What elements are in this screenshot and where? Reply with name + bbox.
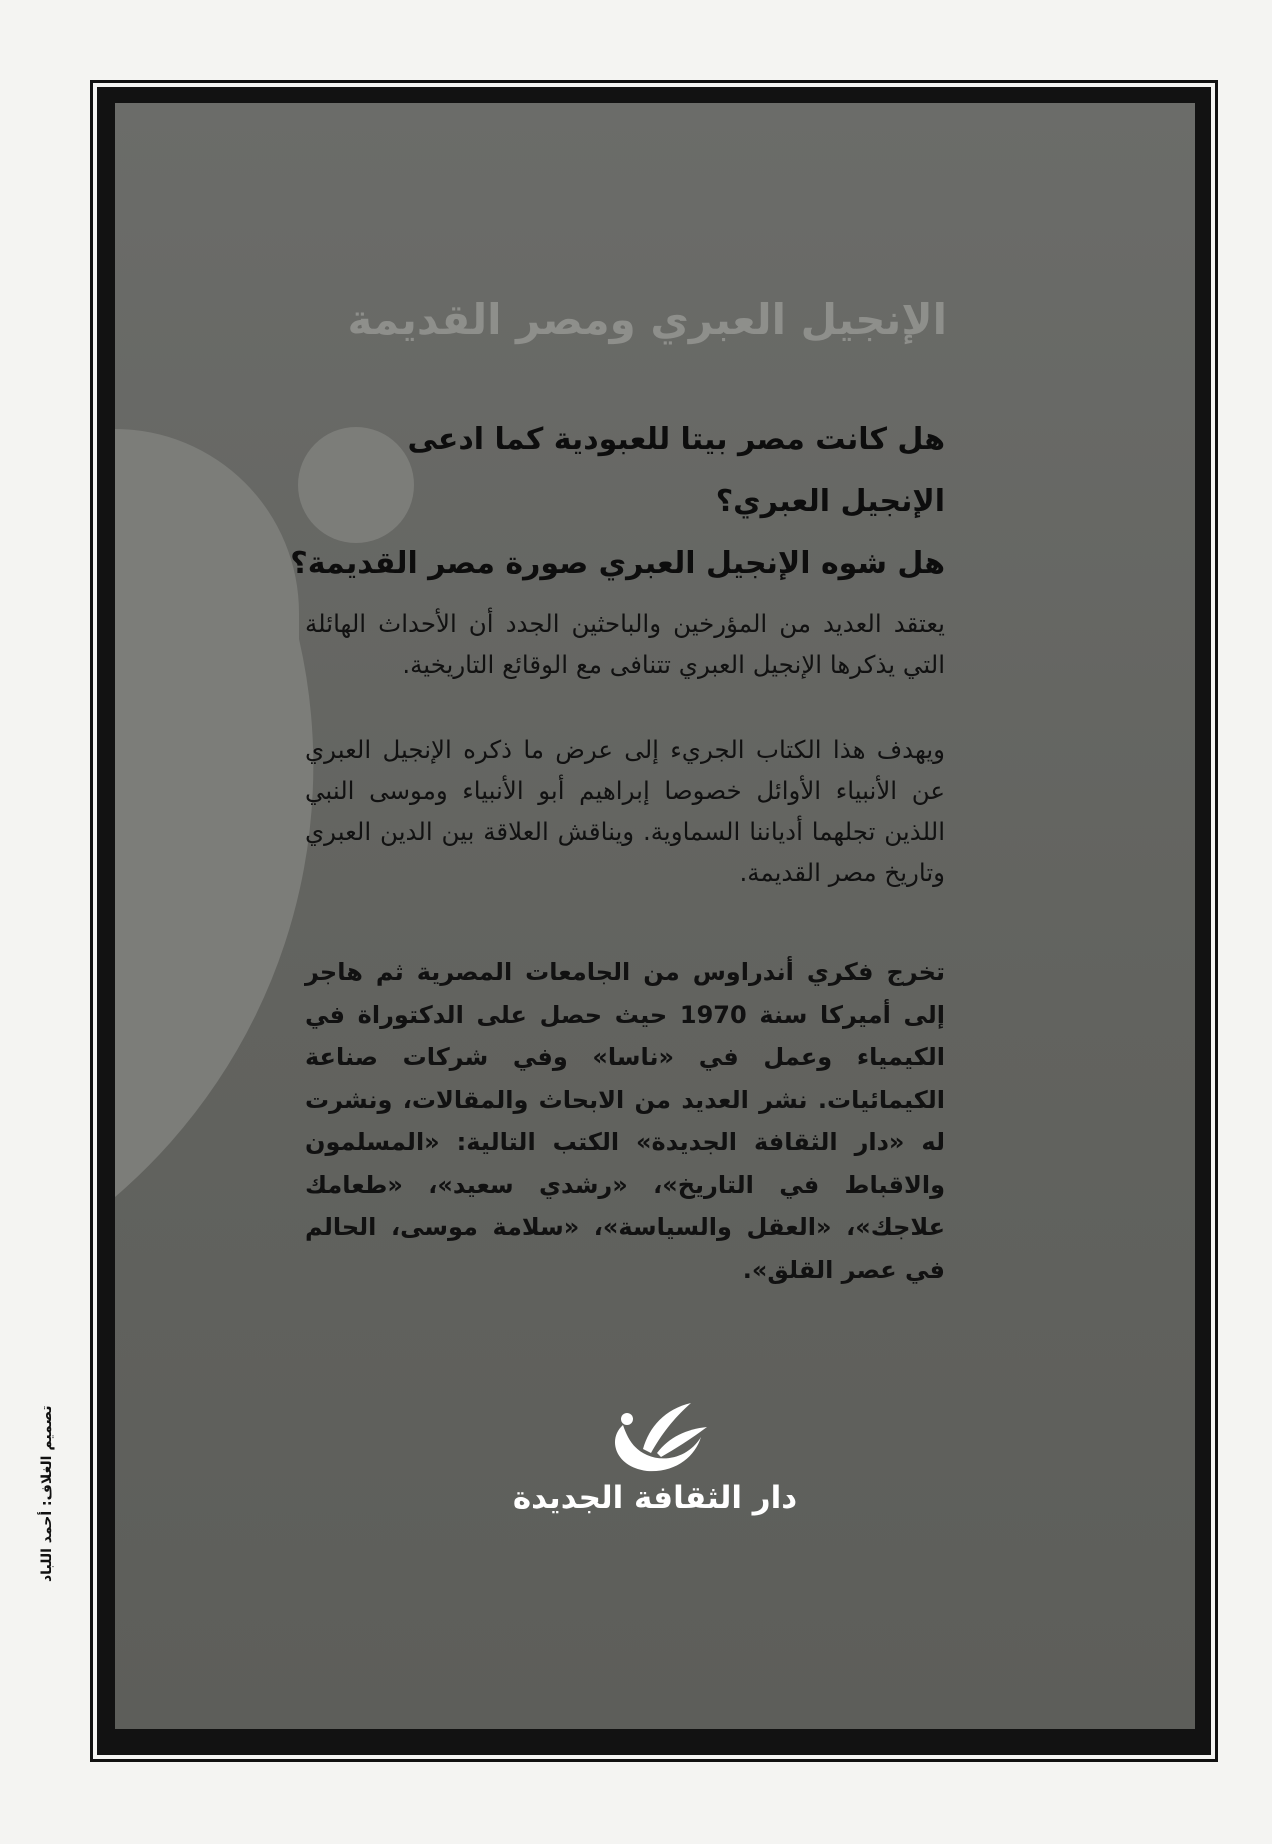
question-line: الإنجيل العبري؟	[715, 484, 945, 519]
book-title: الإنجيل العبري ومصر القديمة	[347, 295, 947, 344]
question-block	[290, 409, 945, 595]
question-line: هل شوه الإنجيل العبري صورة مصر القديمة؟	[290, 546, 945, 581]
cover-design-credit: تصميم الغلاف: أحمد اللباد	[39, 1405, 55, 1582]
author-bio: تخرج فكري أندراوس من الجامعات المصرية ثم هاجر إلى أميركا سنة 1970 حيث حصل على الدكتوراة في الكيمياء وعمل في «ناسا» وفي شركات صناعة الكيمائيات. نشر العديد من الابحاث والمقالات، ونشرت له «دار الثقافة الجديدة» الكتب التالية: «المسلمون والاقباط في التاريخ»، «رشدي سعيد»، «طعامك علاجك»، «العقل والسياسة»، «سلامة موسى، الحالم في عصر القلق».	[305, 958, 945, 1284]
publisher-name: دار الثقافة الجديدة	[512, 1480, 798, 1516]
dove-logo-icon	[603, 1403, 709, 1477]
question-line: هل كانت مصر بيتا للعبودية كما ادعى	[407, 422, 945, 457]
description-paragraph-1: يعتقد العديد من المؤرخين والباحثين الجدد أن الأحداث الهائلة التي يذكرها الإنجيل العبري تتنافى مع الوقائع التاريخية.	[305, 609, 945, 679]
large-arc-shape	[115, 429, 313, 1197]
description-paragraph-2: ويهدف هذا الكتاب الجريء إلى عرض ما ذكره الإنجيل العبري عن الأنبياء الأوائل خصوصا إبراهيم أبو الأنبياء وموسى النبي اللذين تجلهما أدياننا السماوية. ويناقش العلاقة بين الدين العبري وتاريخ مصر القديمة.	[305, 735, 945, 887]
cover-panel	[115, 103, 1195, 1729]
